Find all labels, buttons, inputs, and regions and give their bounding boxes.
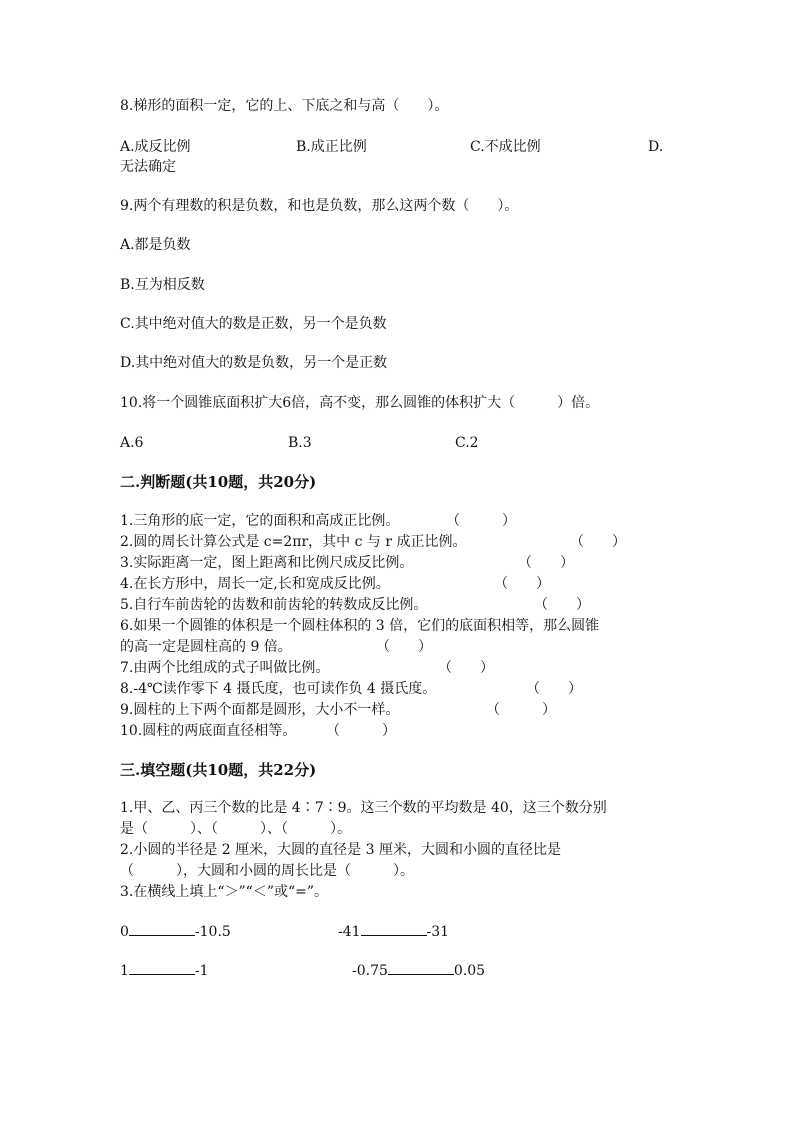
judge-paren-6[interactable]: （ ） (376, 639, 432, 655)
judge-item-4: 4.在长方形中，周长一定,长和宽成反比例。 (120, 576, 390, 592)
q8-option-a[interactable]: A.成反比例 (120, 139, 191, 155)
judge-item-6: 6.如果一个圆锥的体积是一个圆柱体积的 3 倍，它们的底面积相等，那么圆锥 (120, 618, 600, 634)
fill-q2-line1: 2.小圆的半径是 2 厘米，大圆的直径是 3 厘米，大圆和小圆的直径比是 (120, 842, 561, 858)
judge-item-5: 5.自行车前齿轮的齿数和前齿轮的转数成反比例。 (120, 597, 428, 613)
judge-item-1: 1.三角形的底一定，它的面积和高成正比例。 (120, 513, 400, 529)
compare-right: -1 (194, 963, 209, 979)
compare-right: 0.05 (453, 963, 486, 979)
judge-item-8: 8.-4℃读作零下 4 摄氏度，也可读作负 4 摄氏度。 (120, 681, 437, 697)
q8-option-c[interactable]: C.不成比例 (470, 139, 541, 155)
compare-left: -41 (338, 924, 361, 940)
judge-paren-2[interactable]: （ ） (570, 534, 626, 550)
compare-left: -0.75 (352, 963, 388, 979)
judge-paren-8[interactable]: （ ） (526, 681, 582, 697)
judge-paren-3[interactable]: （ ） (518, 555, 574, 571)
compare-row (352, 960, 485, 981)
compare-blank[interactable] (361, 921, 427, 936)
compare-right: -31 (426, 924, 450, 940)
section3-heading: 三.填空题(共10题，共22分) (120, 761, 317, 779)
fill-q1-line1: 1.甲、乙、丙三个数的比是 4∶7∶9。这三个数的平均数是 40，这三个数分别 (120, 800, 607, 816)
q9-option-a[interactable]: A.都是负数 (120, 237, 191, 253)
q9-option-d[interactable]: D.其中绝对值大的数是负数，另一个是正数 (120, 355, 388, 371)
judge-item-10: 10.圆柱的两底面直径相等。 (120, 723, 297, 739)
q10-option-a[interactable]: A.6 (120, 435, 144, 451)
judge-paren-7[interactable]: （ ） (438, 660, 494, 676)
q8-option-d-text: 无法确定 (120, 159, 176, 175)
q10-stem: 10.将一个圆锥底面积扩大6倍，高不变，那么圆锥的体积扩大（ ）倍。 (120, 395, 600, 411)
judge-paren-9[interactable]: （ ） (486, 702, 556, 718)
judge-item-2: 2.圆的周长计算公式是 c=2πr，其中 c 与 r 成正比例。 (120, 534, 467, 550)
q10-option-c[interactable]: C.2 (455, 435, 479, 451)
judge-paren-10[interactable]: （ ） (326, 723, 396, 739)
compare-right: -10.5 (194, 924, 231, 940)
q10-option-b[interactable]: B.3 (288, 435, 312, 451)
judge-item-7: 7.由两个比组成的式子叫做比例。 (120, 660, 330, 676)
q8-option-d[interactable]: D. (648, 139, 664, 155)
judge-item-9: 9.圆柱的上下两个面都是圆形，大小不一样。 (120, 702, 400, 718)
q9-option-c[interactable]: C.其中绝对值大的数是正数，另一个是负数 (120, 316, 387, 332)
judge-paren-4[interactable]: （ ） (494, 576, 550, 592)
fill-q1-line2: 是（ ）、（ ）、（ ）。 (120, 821, 351, 837)
compare-row (338, 921, 449, 942)
compare-left: 0 (120, 924, 129, 940)
fill-q2-line2: （ ），大圆和小圆的周长比是（ ）。 (120, 863, 414, 879)
section2-heading: 二.判断题(共10题，共20分) (120, 473, 317, 491)
fill-q3-line: 3.在横线上填上“＞”“＜”或“=”。 (120, 884, 329, 900)
judge-paren-5[interactable]: （ ） (534, 597, 590, 613)
q9-stem: 9.两个有理数的积是负数，和也是负数，那么这两个数（ ）。 (120, 198, 519, 214)
compare-blank[interactable] (388, 960, 454, 975)
judge-item-3: 3.实际距离一定，图上距离和比例尺成反比例。 (120, 555, 414, 571)
compare-left: 1 (120, 963, 129, 979)
compare-blank[interactable] (129, 921, 195, 936)
judge-item-6-cont: 的高一定是圆柱高的 9 倍。 (120, 639, 292, 655)
q8-option-b[interactable]: B.成正比例 (296, 139, 367, 155)
compare-blank[interactable] (129, 960, 195, 975)
q8-stem: 8.梯形的面积一定，它的上、下底之和与高（ ）。 (120, 98, 449, 114)
judge-paren-1[interactable]: （ ） (446, 513, 516, 529)
q9-option-b[interactable]: B.互为相反数 (120, 277, 205, 293)
compare-row (120, 921, 231, 942)
compare-row (120, 960, 209, 981)
